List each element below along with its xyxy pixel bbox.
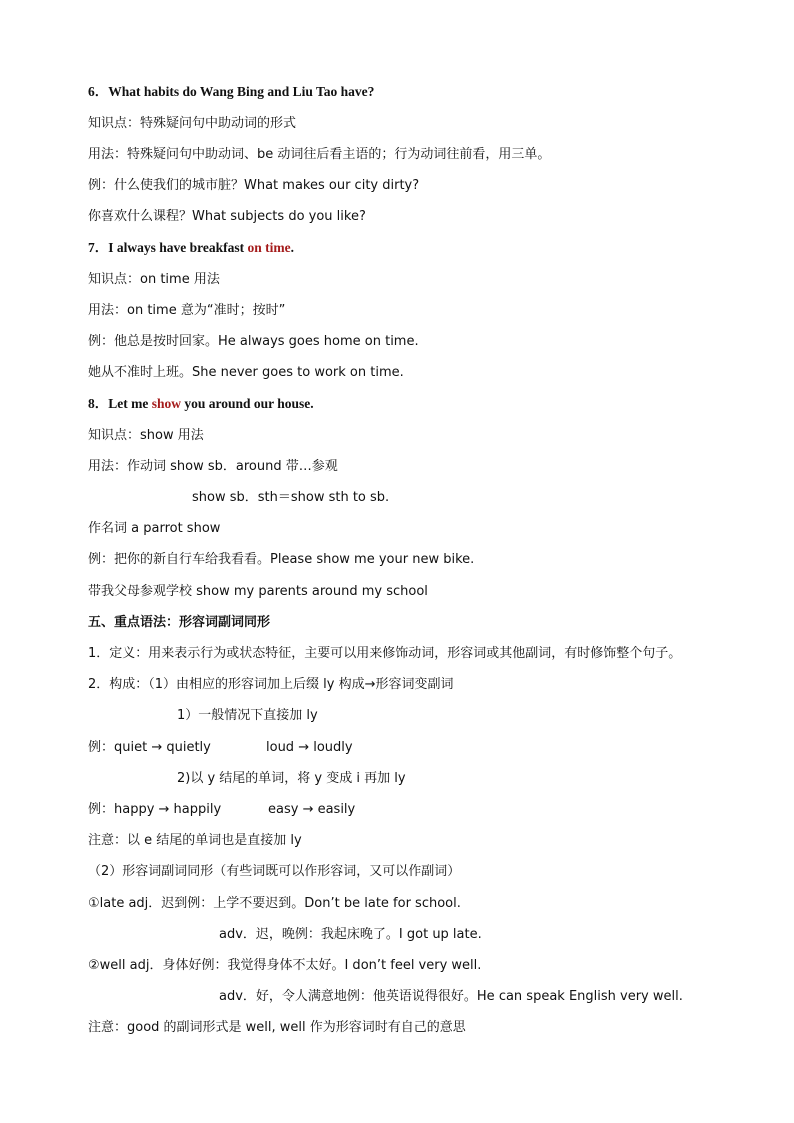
q8-knowledge-point: 知识点：show 用法 — [88, 428, 204, 443]
grammar-rule-1-example-b: loud → loudly — [266, 740, 353, 755]
q8-example-1: 例：把你的新自行车给我看看。Please show me your new bike. — [88, 552, 475, 567]
grammar-definition: 1．定义：用来表示行为或状态特征，主要可以用来修饰动词，形容词或其他副词，有时修饰整个句子。 — [88, 646, 682, 661]
q7-knowledge-point: 知识点：on time 用法 — [88, 272, 220, 287]
q8-usage-noun: 作名词 a parrot show — [88, 521, 221, 536]
grammar-rule-2-example-b: easy → easily — [268, 802, 356, 817]
q8-title-highlight: show — [151, 396, 181, 411]
q6-usage: 用法：特殊疑问句中助动词、be 动词往后看主语的；行为动词往前看，用三单。 — [88, 147, 551, 162]
q6-example-2: 你喜欢什么课程？What subjects do you like? — [88, 209, 366, 224]
q7-title-highlight: on time — [247, 240, 291, 255]
q6-knowledge-point: 知识点：特殊疑问句中助动词的形式 — [88, 116, 297, 131]
grammar-well-adv: adv．好，令人满意地例：他英语说得很好。He can speak English very well. — [219, 989, 683, 1004]
grammar-rule-2: 2)以 y 结尾的单词，将 y 变成 i 再加 ly — [177, 771, 406, 786]
q7-usage: 用法：on time 意为“准时；按时” — [88, 303, 286, 318]
q6-title: 6．What habits do Wang Bing and Liu Tao have? — [88, 84, 375, 99]
grammar-rule-1: 1）一般情况下直接加 ly — [177, 708, 318, 723]
grammar-note-e-ending: 注意：以 e 结尾的单词也是直接加 ly — [88, 833, 302, 848]
q7-title-suffix: . — [290, 240, 295, 255]
grammar-formation: 2．构成：（1）由相应的形容词加上后缀 ly 构成→形容词变副词 — [88, 677, 454, 692]
grammar-same-form: （2）形容词副词同形（有些词既可以作形容词，又可以作副词） — [88, 864, 461, 879]
q7-title-prefix: 7．I always have breakfast — [88, 240, 248, 255]
q8-usage-verb: 用法：作动词 show sb．around 带…参观 — [88, 459, 338, 474]
q8-title — [88, 396, 314, 412]
q7-example-2: 她从不准时上班。She never goes to work on time. — [88, 365, 404, 380]
q8-title-suffix: you around our house. — [181, 396, 314, 411]
grammar-late-adj: ①late adj．迟到例：上学不要迟到。Don’t be late for school. — [88, 896, 461, 911]
q6-example-1: 例：什么使我们的城市脏？What makes our city dirty? — [88, 178, 420, 193]
grammar-rule-2-example-a: 例：happy → happily — [88, 802, 222, 817]
q7-example-1: 例：他总是按时回家。He always goes home on time. — [88, 334, 419, 349]
grammar-note-good-well: 注意：good 的副词形式是 well, well 作为形容词时有自己的意思 — [88, 1020, 466, 1035]
grammar-late-adv: adv．迟，晚例：我起床晚了。I got up late. — [219, 927, 482, 942]
q8-example-2: 带我父母参观学校 show my parents around my school — [88, 584, 428, 599]
q8-title-prefix: 8．Let me — [88, 396, 152, 411]
grammar-well-adj: ②well adj．身体好例：我觉得身体不太好。I don’t feel very well. — [88, 958, 482, 973]
q8-usage-verb-pattern: show sb．sth＝show sth to sb. — [192, 490, 390, 505]
grammar-section-title: 五、重点语法：形容词副词同形 — [88, 615, 271, 630]
q7-title — [88, 240, 294, 256]
grammar-rule-1-example-a: 例：quiet → quietly — [88, 740, 211, 755]
